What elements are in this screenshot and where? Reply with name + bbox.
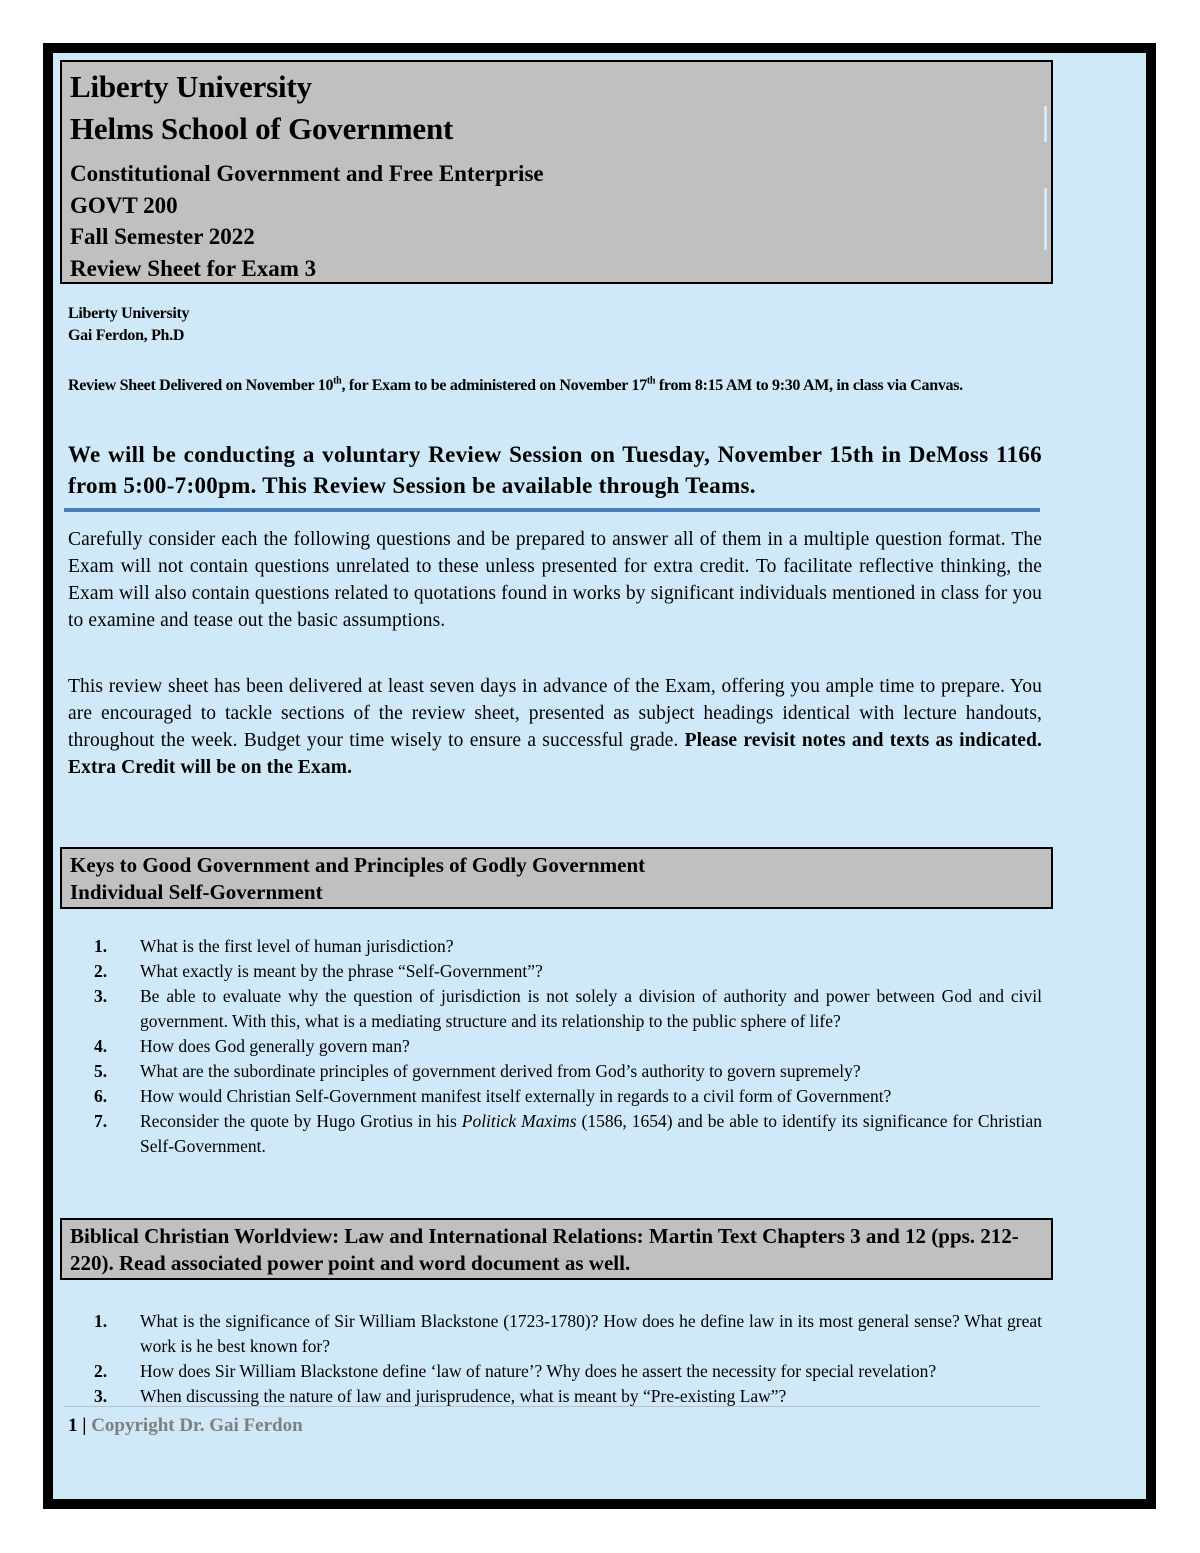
page-footer (68, 1413, 303, 1439)
question-text: What is the first level of human jurisdiction? (140, 936, 454, 956)
delivery-notice (68, 375, 1042, 397)
question-text: Reconsider the quote by Hugo Grotius in his (140, 1111, 462, 1131)
section-heading-self-government (60, 847, 1053, 909)
section-heading-line: Keys to Good Government and Principles of Godly Government (70, 853, 646, 877)
list-item (90, 934, 1042, 959)
school-name: Helms School of Government (70, 111, 454, 146)
question-text: Be able to evaluate why the question of jurisdiction is not solely a division of authority and power between God and civil government. With this, what is a mediating structure and its relationship to the public sphere of life? (140, 986, 1042, 1031)
footer-divider (64, 1406, 1040, 1407)
list-item (90, 984, 1042, 1034)
semester: Fall Semester 2022 (70, 224, 255, 249)
list-item (90, 1059, 1042, 1084)
notice-text: Review Sheet Delivered on November 10 (68, 377, 334, 394)
question-number: 5. (94, 1061, 108, 1081)
paragraph-text: This review sheet has been delivered at least seven days in advance of the Exam, offering you ample time to prepare. You are encouraged to tackle sections of the review sheet, presented as subject headings identical with lecture handouts, throughout the week. Budget your time wisely to ensure a successful grade. (68, 676, 1042, 751)
section-heading-line: Individual Self-Government (70, 880, 323, 904)
question-list-section1 (90, 934, 1042, 1159)
notice-text: from 8:15 AM to 9:30 AM, in class via Canvas. (655, 377, 963, 394)
question-text: What are the subordinate principles of government derived from God’s authority to govern supremely? (140, 1061, 861, 1081)
question-text: What is the significance of Sir William Blackstone (1723-1780)? How does he define law in its most general sense? What great work is he best known for? (140, 1311, 1042, 1356)
list-item (90, 1109, 1042, 1159)
title-box (60, 60, 1053, 284)
question-number: 1. (94, 1311, 108, 1331)
question-number: 2. (94, 961, 108, 981)
page-number: 1 (68, 1415, 78, 1436)
question-number: 3. (94, 986, 108, 1006)
list-item (90, 1359, 1042, 1384)
notice-superscript: th (646, 375, 656, 387)
section-heading-law-international-relations: Biblical Christian Worldview: Law and International Relations: Martin Text Chapters 3 and 12 (pps. 212-220). Read associated power point and word document as well. (60, 1218, 1053, 1280)
preparation-paragraph (68, 673, 1042, 781)
question-text: What exactly is meant by the phrase “Self-Government”? (140, 961, 543, 981)
course-code: GOVT 200 (70, 192, 178, 218)
question-text: How does God generally govern man? (140, 1036, 410, 1056)
question-number: 1. (94, 936, 108, 956)
question-text: How does Sir William Blackstone define ‘law of nature’? Why does he assert the necessity for special revelation? (140, 1361, 937, 1381)
extra-credit-note: Please revisit notes and texts as indicated. Extra Credit will be on the Exam. (68, 730, 1042, 778)
book-title: Politick Maxims (461, 1111, 577, 1131)
title-box-marker (1044, 106, 1047, 142)
course-title: Constitutional Government and Free Enterprise (70, 161, 544, 186)
question-number: 4. (94, 1036, 108, 1056)
question-number: 2. (94, 1361, 108, 1381)
review-session-note: We will be conducting a voluntary Review Session on Tuesday, November 15th in DeMoss 1166 from 5:00-7:00pm. This Review Session be available through Teams. (68, 442, 1042, 498)
university-name: Liberty University (70, 69, 312, 104)
list-item (90, 959, 1042, 984)
copyright-text: Copyright Dr. Gai Ferdon (91, 1415, 303, 1436)
intro-paragraph: Carefully consider each the following questions and be prepared to answer all of them in a multiple question format. The Exam will not contain questions unrelated to these unless presented for extra credit. To facilitate reflective thinking, the Exam will also contain questions related to quotations found in works by significant individuals mentioned in class for you to examine and tease out the basic assumptions. (68, 529, 1042, 631)
question-number: 6. (94, 1086, 108, 1106)
list-item (90, 1084, 1042, 1109)
institution-name: Liberty University (68, 305, 190, 322)
notice-text: , for Exam to be administered on November 17 (341, 377, 647, 394)
notice-superscript: th (333, 375, 342, 387)
question-number: 3. (94, 1386, 108, 1406)
footer-separator: | (82, 1415, 87, 1436)
question-list-section2 (90, 1309, 1042, 1409)
question-text: When discussing the nature of law and jurisprudence, what is meant by “Pre-existing Law”? (140, 1386, 787, 1406)
list-item (90, 1034, 1042, 1059)
question-text: How would Christian Self-Government manifest itself externally in regards to a civil form of Government? (140, 1086, 892, 1106)
author-block (68, 303, 1048, 347)
list-item (90, 1309, 1042, 1359)
question-text: (1586, 1654) and be able to identify its significance for Christian Self-Government. (140, 1111, 1042, 1156)
question-number: 7. (94, 1111, 108, 1131)
divider (64, 508, 1040, 512)
instructor-name: Gai Ferdon, Ph.D (68, 327, 185, 344)
title-box-marker (1044, 188, 1047, 250)
sheet-title: Review Sheet for Exam 3 (70, 255, 317, 281)
